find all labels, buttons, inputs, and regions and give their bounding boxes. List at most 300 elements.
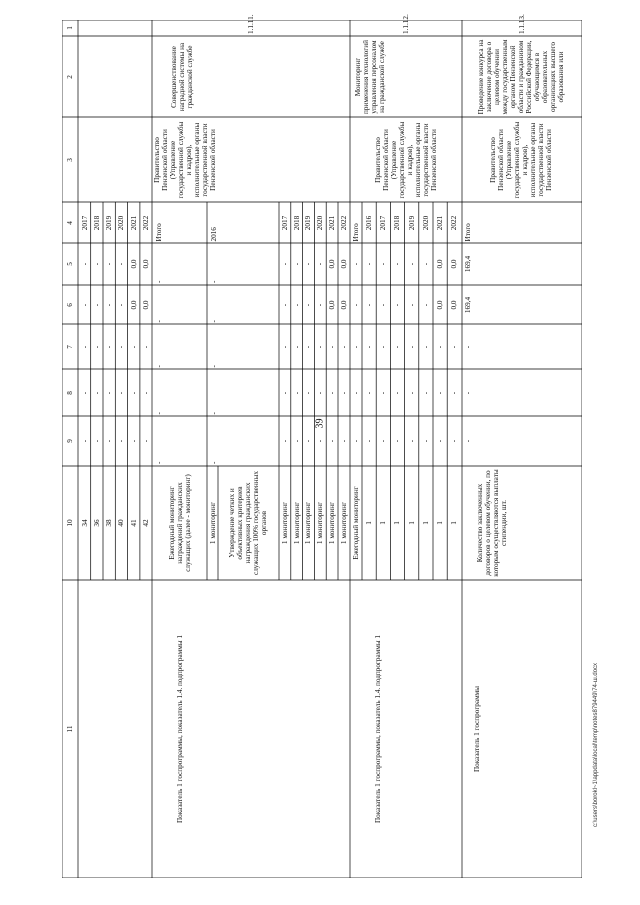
- row-1-1-11-c5-text: -: [280, 262, 289, 266]
- row-1-1-12-c8-text: -: [365, 391, 374, 394]
- row-1-1-11-year-text: 2021: [328, 215, 337, 230]
- row-1-1-12-c10-text: 1: [407, 521, 416, 525]
- row-1-1-11-name: [152, 36, 212, 117]
- row-1-1-12-c9-text: -: [421, 439, 430, 443]
- row-1-1-13-itogo-c7-text: -: [464, 345, 472, 348]
- row-1-1-11-c8-text: -: [280, 391, 289, 394]
- continuation-year-text: 2017: [80, 215, 89, 230]
- row-1-1-11-c7: [326, 324, 338, 369]
- row-1-1-11-c5-text: 0,0: [339, 259, 348, 269]
- row-1-1-12-number: [350, 14, 462, 36]
- continuation-c6-text: -: [117, 303, 126, 306]
- row-1-1-12-year-text: 2021: [436, 215, 445, 230]
- row-1-1-11-c6-text: -: [316, 303, 325, 306]
- row-1-1-11-c5-text: 0,0: [328, 259, 337, 269]
- row-1-1-12-c8: [390, 369, 404, 416]
- continuation-year: [115, 202, 127, 243]
- row-1-1-12-year-text: 2017: [379, 215, 388, 230]
- row-1-1-12-itogo-c5: [350, 243, 362, 285]
- row-1-1-12-c5: [376, 243, 390, 285]
- continuation-c7-text: -: [92, 345, 101, 348]
- row-1-1-11-2016-text: 2016: [210, 226, 218, 241]
- continuation-c5-text: -: [92, 262, 101, 266]
- row-1-1-12-c8: [419, 369, 433, 416]
- row-1-1-12-c5-text: -: [393, 262, 402, 266]
- continuation-c7: [91, 324, 103, 369]
- row-1-1-13-itogo-c9-text: -: [464, 439, 472, 443]
- row-1-1-13-itogo: [462, 202, 474, 243]
- continuation-c10-text: 42: [142, 519, 151, 527]
- row-1-1-11-c7: [279, 324, 291, 369]
- continuation-c9: [103, 416, 115, 466]
- row-1-1-12-c10: [419, 466, 433, 580]
- continuation-c6: [91, 285, 103, 324]
- row-1-1-11-c5: [291, 243, 303, 285]
- row-1-1-13-executor: [462, 117, 580, 202]
- row-1-1-12-c7-text: -: [393, 345, 402, 348]
- continuation-c8: [128, 369, 140, 416]
- row-1-1-11-c9: [338, 416, 350, 466]
- continuation-c10-text: 40: [117, 519, 126, 527]
- continuation-c6: [78, 285, 90, 324]
- row-1-1-11-c5: [303, 243, 315, 285]
- row-1-1-12-c9-text: -: [393, 439, 402, 443]
- row-1-1-13-itogo-c6-text: 169,4: [464, 296, 472, 313]
- continuation-c5: [103, 243, 115, 285]
- continuation-c6: [115, 285, 127, 324]
- row-1-1-12-name-text: Мониторинг применения технологий управления персоналом на гражданской службе: [354, 39, 386, 114]
- row-1-1-12-c8-text: -: [450, 391, 459, 394]
- continuation-c8: [140, 369, 152, 416]
- row-1-1-12-c10: [362, 466, 376, 580]
- row-1-1-11-itogo-text: Итого: [155, 222, 163, 241]
- row-1-1-12-indicator-text: Показатель 1 госпрограммы, показатель 1.4. подпрограммы 1: [374, 635, 382, 824]
- row-1-1-12-c6-text: 0,0: [436, 300, 445, 309]
- row-1-1-11-c8: [314, 369, 326, 416]
- row-1-1-12-c10-text: 1: [393, 521, 402, 525]
- row-1-1-11-c7: [291, 324, 303, 369]
- row-1-1-12-c6-text: -: [379, 303, 388, 306]
- row-1-1-12-c8-text: -: [379, 391, 388, 394]
- row-1-1-11-c7-text: -: [280, 345, 289, 348]
- row-1-1-11-itogo-c8: [152, 369, 166, 416]
- row-1-1-12-c8-text: -: [436, 391, 445, 394]
- continuation-c10-text: 34: [80, 519, 89, 527]
- header-col-3: [62, 117, 78, 202]
- row-1-1-12-c6-text: -: [365, 303, 374, 306]
- row-1-1-11-year: [314, 202, 326, 243]
- continuation-c5: [78, 243, 90, 285]
- row-1-1-11-c5: [326, 243, 338, 285]
- row-1-1-12-year: [390, 202, 404, 243]
- continuation-c10: [140, 466, 152, 580]
- continuation-c10: [115, 466, 127, 580]
- row-1-1-12-year-text: 2020: [421, 215, 430, 230]
- continuation-c7: [78, 324, 90, 369]
- header-col-6: [62, 285, 78, 324]
- row-1-1-12-c6: [362, 285, 376, 324]
- row-1-1-12-c7: [376, 324, 390, 369]
- continuation-c9-text: -: [105, 439, 114, 443]
- row-1-1-11-c9: [303, 416, 315, 466]
- header-col-8-text: 8: [66, 390, 74, 395]
- continuation-c7-text: -: [142, 345, 151, 348]
- row-1-1-11-2016-c9: [207, 416, 221, 466]
- continuation-c10-text: 41: [129, 519, 138, 527]
- header-col-6-text: 6: [66, 302, 74, 307]
- row-1-1-11-itogo-c10-text: Ежегодный мониторинг награждений гражданских служащих (далее - мониторинг): [167, 474, 192, 572]
- row-1-1-11-c7: [338, 324, 350, 369]
- row-1-1-12-itogo-c7-text: -: [352, 345, 360, 348]
- row-1-1-12-year-text: 2019: [407, 215, 416, 230]
- row-1-1-11-c6: [303, 285, 315, 324]
- row-1-1-11-2016-c8: [207, 369, 221, 416]
- row-1-1-13-itogo-c10-text: Количество заключенных договоров о целевом обучении, по которым осуществляются выплаты стипендии, шт.: [476, 469, 508, 577]
- row-1-1-12-c10-text: 1: [450, 521, 459, 525]
- row-1-1-11-c8: [338, 369, 350, 416]
- continuation-c8-text: -: [105, 391, 114, 394]
- row-1-1-11-c10: [303, 466, 315, 580]
- continuation-c8: [78, 369, 90, 416]
- row-1-1-12-c6: [447, 285, 461, 324]
- continuation-c6-text: -: [92, 303, 101, 306]
- row-1-1-11-itogo-c6-text: -: [155, 319, 163, 322]
- row-1-1-11-itogo-c5: [152, 243, 166, 285]
- row-1-1-12-year: [419, 202, 433, 243]
- row-1-1-11-year-text: 2017: [280, 215, 289, 230]
- row-1-1-11-c7: [303, 324, 315, 369]
- continuation-c5: [128, 243, 140, 285]
- row-1-1-11-c9: [291, 416, 303, 466]
- row-1-1-11-c8-text: -: [339, 391, 348, 394]
- row-1-1-12-indicator: [350, 580, 406, 878]
- continuation-c7: [103, 324, 115, 369]
- continuation-c7: [115, 324, 127, 369]
- continuation-c6-text: -: [105, 303, 114, 306]
- row-1-1-12-c9-text: -: [407, 439, 416, 443]
- row-1-1-11-c10-text: 1 мониторинг: [280, 501, 289, 545]
- row-1-1-11-c6-text: -: [292, 303, 301, 306]
- row-1-1-12-c7-text: -: [421, 345, 430, 348]
- row-1-1-12-year: [405, 202, 419, 243]
- row-1-1-13-itogo-c5-text: 169,4: [464, 255, 472, 273]
- row-1-1-11-c5-text: -: [292, 262, 301, 266]
- row-1-1-11-c6: [326, 285, 338, 324]
- row-1-1-12-c9: [390, 416, 404, 466]
- continuation-c8-text: -: [117, 391, 126, 394]
- continuation-c9: [128, 416, 140, 466]
- continuation-c10: [103, 466, 115, 580]
- row-1-1-12-c10-text: 1: [421, 521, 430, 525]
- row-1-1-11-year-text: 2022: [339, 215, 348, 230]
- continuation-c6-text: 0,0: [129, 300, 138, 309]
- row-1-1-12-c9-text: -: [365, 439, 374, 443]
- row-1-1-12-c6-text: -: [393, 303, 402, 306]
- row-1-1-11-c10-text: 1 мониторинг: [339, 501, 348, 545]
- continuation-c9-text: -: [80, 439, 89, 443]
- row-1-1-13-itogo-c9: [462, 416, 474, 466]
- row-1-1-12-itogo-c8: [350, 369, 362, 416]
- continuation-c5: [140, 243, 152, 285]
- row-1-1-12-c7: [390, 324, 404, 369]
- row-1-1-12-c5: [433, 243, 447, 285]
- row-1-1-11-c7-text: -: [328, 345, 337, 348]
- continuation-c9: [115, 416, 127, 466]
- header-col-4: [62, 202, 78, 243]
- row-1-1-11-c9-text: -: [339, 439, 348, 443]
- header-col-10: [62, 466, 78, 580]
- row-1-1-12-c5: [419, 243, 433, 285]
- row-1-1-12-c8-text: -: [393, 391, 402, 394]
- row-1-1-11-c5-text: -: [316, 262, 325, 266]
- row-1-1-13-executor-text: Правительство Пензенской области (Управление государственной службы и кадров), исполнительные органы государственной власти Пензенской области: [489, 121, 553, 198]
- continuation-c7: [128, 324, 140, 369]
- row-1-1-11-itogo: [152, 202, 166, 243]
- row-1-1-11-c6-text: -: [280, 303, 289, 306]
- row-1-1-12-c7: [433, 324, 447, 369]
- row-1-1-11-executor: [152, 117, 218, 202]
- continuation-year: [103, 202, 115, 243]
- row-1-1-11-2016-c7-text: -: [210, 364, 218, 367]
- row-1-1-12-c10-text: 1: [379, 521, 388, 525]
- continuation-year: [91, 202, 103, 243]
- row-1-1-12-itogo-c10-text: Ежегодный мониторинг: [352, 486, 360, 560]
- row-1-1-11-c5: [279, 243, 291, 285]
- row-1-1-11-year-text: 2019: [304, 215, 313, 230]
- continuation-year-text: 2022: [142, 215, 151, 230]
- row-1-1-12-c8: [362, 369, 376, 416]
- row-1-1-13-number: [462, 14, 582, 36]
- row-1-1-11-executor-text: Правительство Пензенской области (Управление государственной службы и кадров), исполнительные органы государственной власти Пензенской области: [153, 121, 217, 198]
- row-1-1-11-2016-c10b: [218, 466, 278, 580]
- header-col-7: [62, 324, 78, 369]
- continuation-year: [140, 202, 152, 243]
- row-1-1-11-c7-text: -: [316, 345, 325, 348]
- row-1-1-12-itogo-c5-text: -: [352, 262, 360, 266]
- row-1-1-11-c8-text: -: [316, 391, 325, 394]
- continuation-c5-text: -: [117, 262, 126, 266]
- header-col-3-text: 3: [66, 157, 74, 162]
- continuation-c7-text: -: [129, 345, 138, 348]
- row-1-1-11-2016-c6-text: -: [210, 319, 218, 322]
- row-1-1-13-itogo-c8: [462, 369, 474, 416]
- header-col-11: [62, 580, 78, 878]
- header-col-10-text: 10: [66, 519, 74, 527]
- row-1-1-11-year-text: 2020: [316, 215, 325, 230]
- row-1-1-12-c9-text: -: [379, 439, 388, 443]
- continuation-c7-text: -: [117, 345, 126, 348]
- row-1-1-12-c6: [405, 285, 419, 324]
- row-1-1-12-c5-text: -: [365, 262, 374, 266]
- row-1-1-11-c9-text: -: [280, 439, 289, 443]
- continuation-c5-text: -: [80, 262, 89, 266]
- row-1-1-11-c7-text: -: [304, 345, 313, 348]
- row-1-1-11-c10: [279, 466, 291, 580]
- row-1-1-11-c8: [291, 369, 303, 416]
- row-1-1-12-c7: [362, 324, 376, 369]
- continuation-c6: [140, 285, 152, 324]
- row-1-1-11-itogo-c8-text: -: [155, 411, 163, 414]
- row-1-1-13-name-text: Проведение конкурса на заключение договора о целевом обучении между государственным органом Пензенской области и гражданином Российской Федерации, обучающимся в образовательных организациях высшего образования или: [477, 39, 565, 114]
- row-1-1-12-c5: [447, 243, 461, 285]
- row-1-1-11-c8-text: -: [292, 391, 301, 394]
- row-1-1-11-c10: [326, 466, 338, 580]
- row-1-1-11-c5-text: -: [304, 262, 313, 266]
- row-1-1-12-c5-text: 0,0: [450, 259, 459, 269]
- row-1-1-11-c10: [338, 466, 350, 580]
- row-1-1-11-year: [303, 202, 315, 243]
- row-1-1-12-c10: [405, 466, 419, 580]
- row-1-1-13-indicator-text: Показатель 1 госпрограммы: [473, 686, 481, 773]
- row-1-1-12-itogo-c9: [350, 416, 362, 466]
- row-1-1-12-c5-text: -: [379, 262, 388, 266]
- row-1-1-11-c8: [303, 369, 315, 416]
- row-1-1-11-c10-text: 1 мониторинг: [328, 501, 337, 545]
- continuation-year-text: 2021: [129, 215, 138, 230]
- row-1-1-12-c5-text: 0,0: [436, 259, 445, 269]
- row-1-1-12-c6: [419, 285, 433, 324]
- row-1-1-11-number: [152, 14, 350, 36]
- row-1-1-11-c10: [291, 466, 303, 580]
- continuation-c10: [128, 466, 140, 580]
- row-1-1-13-itogo-c5: [462, 243, 474, 285]
- continuation-c10: [91, 466, 103, 580]
- row-1-1-12-c8-text: -: [407, 391, 416, 394]
- row-1-1-12-year: [376, 202, 390, 243]
- row-1-1-11-c10-text: 1 мониторинг: [304, 501, 313, 545]
- row-1-1-11-2016: [207, 202, 221, 243]
- row-1-1-11-c6-text: 0,0: [339, 300, 348, 309]
- row-1-1-12-itogo-c9-text: -: [352, 439, 360, 443]
- continuation-c9: [78, 416, 90, 466]
- row-1-1-12-c5: [405, 243, 419, 285]
- row-1-1-11-c7-text: -: [339, 345, 348, 348]
- header-col-2-text: 2: [66, 74, 74, 79]
- row-1-1-11-c9-text: -: [304, 439, 313, 443]
- continuation-c7: [140, 324, 152, 369]
- row-1-1-12-c9: [362, 416, 376, 466]
- header-col-4-text: 4: [66, 220, 74, 225]
- row-1-1-11-c8: [279, 369, 291, 416]
- row-1-1-12-number-text: 1.1.12.: [402, 14, 410, 34]
- row-1-1-12-c10: [447, 466, 461, 580]
- row-1-1-12-name: [350, 36, 390, 117]
- row-1-1-12-itogo-c8-text: -: [352, 391, 360, 394]
- row-1-1-12-c6-text: -: [421, 303, 430, 306]
- row-1-1-12-c7: [419, 324, 433, 369]
- continuation-year-text: 2019: [105, 215, 114, 230]
- row-1-1-11-2016-c7: [207, 324, 221, 369]
- row-1-1-11-2016-c10a: [207, 466, 218, 580]
- continuation-c7-text: -: [105, 345, 114, 348]
- continuation-c9-text: -: [92, 439, 101, 443]
- row-1-1-12-c6-text: 0,0: [450, 300, 459, 309]
- row-1-1-13-name: [462, 36, 580, 117]
- row-1-1-13-itogo-c6: [462, 285, 474, 324]
- row-1-1-13-itogo-c10: [462, 466, 522, 580]
- row-1-1-12-c8: [433, 369, 447, 416]
- row-1-1-11-c10: [314, 466, 326, 580]
- row-1-1-11-2016-c10a-text: 1 мониторинг: [208, 501, 217, 545]
- row-1-1-12-c7-text: -: [407, 345, 416, 348]
- row-1-1-12-year: [433, 202, 447, 243]
- row-1-1-11-c6-text: -: [304, 303, 313, 306]
- row-1-1-12-c9: [376, 416, 390, 466]
- row-1-1-12-c10-text: 1: [365, 521, 374, 525]
- continuation-year: [128, 202, 140, 243]
- continuation-c7-text: -: [80, 345, 89, 348]
- continuation-c9: [140, 416, 152, 466]
- row-1-1-11-c9-text: -: [292, 439, 301, 443]
- row-1-1-11-year: [279, 202, 291, 243]
- row-1-1-11-c8: [326, 369, 338, 416]
- row-1-1-11-2016-c6: [207, 285, 221, 324]
- row-1-1-11-year: [291, 202, 303, 243]
- row-1-1-12-c8-text: -: [421, 391, 430, 394]
- row-1-1-13-itogo-c8-text: -: [464, 391, 472, 394]
- continuation-c8-text: -: [142, 391, 151, 394]
- continuation-c6: [103, 285, 115, 324]
- row-1-1-11-c9: [279, 416, 291, 466]
- row-1-1-12-itogo-c6-text: -: [352, 303, 360, 306]
- header-col-11-text: 11: [66, 725, 74, 733]
- continuation-c10: [78, 466, 90, 580]
- row-1-1-11-c9-text: -: [316, 439, 325, 443]
- row-1-1-11-itogo-c6: [152, 285, 166, 324]
- row-1-1-11-itogo-c9: [152, 416, 166, 466]
- row-1-1-12-itogo-c10: [350, 466, 362, 580]
- row-1-1-13-itogo-text: Итого: [464, 222, 472, 241]
- row-1-1-12-year: [447, 202, 461, 243]
- continuation-c9-text: -: [129, 439, 138, 443]
- continuation-c8: [103, 369, 115, 416]
- row-1-1-11-c5: [338, 243, 350, 285]
- row-1-1-11-c6: [338, 285, 350, 324]
- row-1-1-11-indicator-text: Показатель 1 госпрограммы, показатель 1.4. подпрограммы 1: [176, 635, 184, 824]
- row-1-1-12-executor: [350, 117, 462, 202]
- row-1-1-11-c10-text: 1 мониторинг: [292, 501, 301, 545]
- header-col-2: [62, 36, 78, 117]
- continuation-c10-text: 36: [92, 519, 101, 527]
- page-number: 39: [314, 418, 326, 429]
- row-1-1-11-2016-c5: [207, 243, 221, 285]
- row-1-1-12-c10-text: 1: [436, 521, 445, 525]
- row-1-1-13-number-text: 1.1.13.: [518, 14, 526, 34]
- continuation-c9-text: -: [142, 439, 151, 443]
- row-1-1-12-year-text: 2018: [393, 215, 402, 230]
- row-1-1-11-c5: [314, 243, 326, 285]
- row-1-1-12-year-text: 2022: [450, 215, 459, 230]
- header-col-7-text: 7: [66, 344, 74, 349]
- header-col-9-text: 9: [66, 439, 74, 443]
- continuation-c10-text: 38: [105, 519, 114, 527]
- row-1-1-12-c5: [362, 243, 376, 285]
- row-1-1-11-c9-text: -: [328, 439, 337, 443]
- continuation-c6-text: 0,0: [142, 300, 151, 309]
- row-1-1-13-indicator: [462, 580, 492, 878]
- header-col-5: [62, 243, 78, 285]
- row-1-1-11-c7: [314, 324, 326, 369]
- row-1-1-11-2016-c8-text: -: [210, 411, 218, 414]
- row-1-1-11-itogo-c9-text: -: [155, 461, 163, 464]
- row-1-1-12-c7-text: -: [379, 345, 388, 348]
- row-1-1-12-c5-text: -: [421, 262, 430, 266]
- row-1-1-11-c7-text: -: [292, 345, 301, 348]
- row-1-1-11-itogo-c7: [152, 324, 166, 369]
- row-1-1-11-number-text: 1.1.11.: [247, 14, 255, 34]
- row-1-1-12-c6-text: -: [407, 303, 416, 306]
- continuation-c6: [128, 285, 140, 324]
